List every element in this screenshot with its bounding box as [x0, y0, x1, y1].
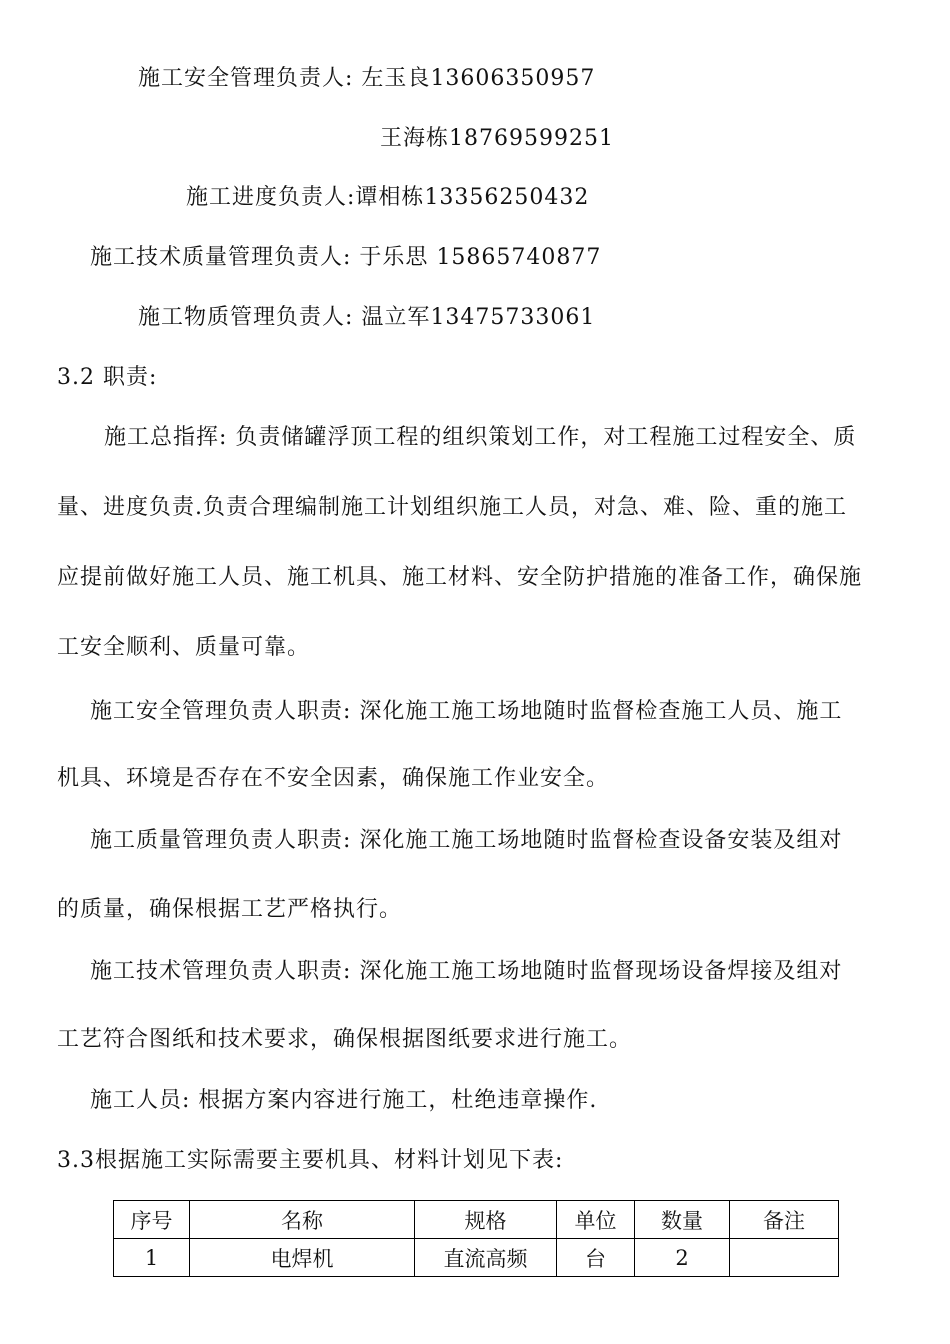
col-header-spec: 规格: [415, 1201, 557, 1239]
contact-line-materials: [138, 303, 595, 333]
contact-phone: 15865740877: [436, 245, 602, 270]
table-row: [114, 1239, 839, 1277]
contact-name: 左玉良: [361, 66, 431, 91]
duty-safety-line: 施工安全管理负责人职责: 深化施工施工场地随时监督检查施工人员、施工: [90, 699, 843, 724]
col-header-name: 名称: [190, 1201, 415, 1239]
contact-role: 施工技术质量管理负责人:: [90, 245, 352, 270]
col-header-note: 备注: [730, 1201, 839, 1239]
duty-quality-line: 施工质量管理负责人职责: 深化施工施工场地随时监督检查设备安装及组对: [90, 828, 843, 853]
contact-name: 谭相栋: [355, 185, 425, 210]
contact-phone: 13606350957: [430, 66, 596, 91]
contact-name: 温立军: [361, 305, 431, 330]
section-heading-3-2: 3.2 职责:: [57, 365, 158, 390]
cell-spec: 直流高频: [415, 1239, 557, 1277]
contact-role: 施工物质管理负责人:: [138, 305, 354, 330]
duty-workers-line: 施工人员: 根据方案内容进行施工，杜绝违章操作.: [90, 1088, 598, 1113]
contact-line-tech-quality: [90, 243, 601, 273]
cell-note: [730, 1239, 839, 1277]
contact-role: 施工安全管理负责人:: [138, 66, 354, 91]
contact-role: 施工进度负责人:: [186, 185, 356, 210]
duty-safety-line: 机具、环境是否存在不安全因素，确保施工作业安全。: [57, 766, 610, 791]
duty-commander-line: 工安全顺利、质量可靠。: [57, 635, 311, 660]
contact-phone: 18769599251: [449, 126, 614, 151]
duty-commander-line: 施工总指挥: 负责储罐浮顶工程的组织策划工作，对工程施工过程安全、质: [104, 425, 857, 450]
equipment-table: [113, 1200, 839, 1277]
contact-name: 王海栋: [380, 126, 450, 151]
contact-phone: 13356250432: [424, 185, 590, 210]
col-header-index: 序号: [114, 1201, 190, 1239]
duty-technical-line: 施工技术管理负责人职责: 深化施工施工场地随时监督现场设备焊接及组对: [90, 959, 843, 984]
duty-technical-line: 工艺符合图纸和技术要求，确保根据图纸要求进行施工。: [57, 1027, 633, 1052]
contact-name: 于乐思: [359, 245, 429, 270]
contact-line-safety-2: [380, 124, 614, 154]
contact-line-safety: [138, 64, 595, 94]
contact-line-progress: [186, 183, 589, 213]
cell-unit: 台: [557, 1239, 635, 1277]
section-heading-3-3: 3.3根据施工实际需要主要机具、材料计划见下表:: [57, 1148, 564, 1173]
duty-commander-line: 应提前做好施工人员、施工机具、施工材料、安全防护措施的准备工作，确保施: [57, 565, 863, 590]
cell-index: 1: [114, 1239, 190, 1277]
duty-commander-line: 量、进度负责.负责合理编制施工计划组织施工人员，对急、难、险、重的施工: [57, 495, 847, 520]
col-header-unit: 单位: [557, 1201, 635, 1239]
col-header-qty: 数量: [635, 1201, 730, 1239]
cell-name: 电焊机: [190, 1239, 415, 1277]
duty-quality-line: 的质量，确保根据工艺严格执行。: [57, 897, 403, 922]
contact-phone: 13475733061: [430, 305, 596, 330]
table-header-row: [114, 1201, 839, 1239]
cell-qty: 2: [635, 1239, 730, 1277]
